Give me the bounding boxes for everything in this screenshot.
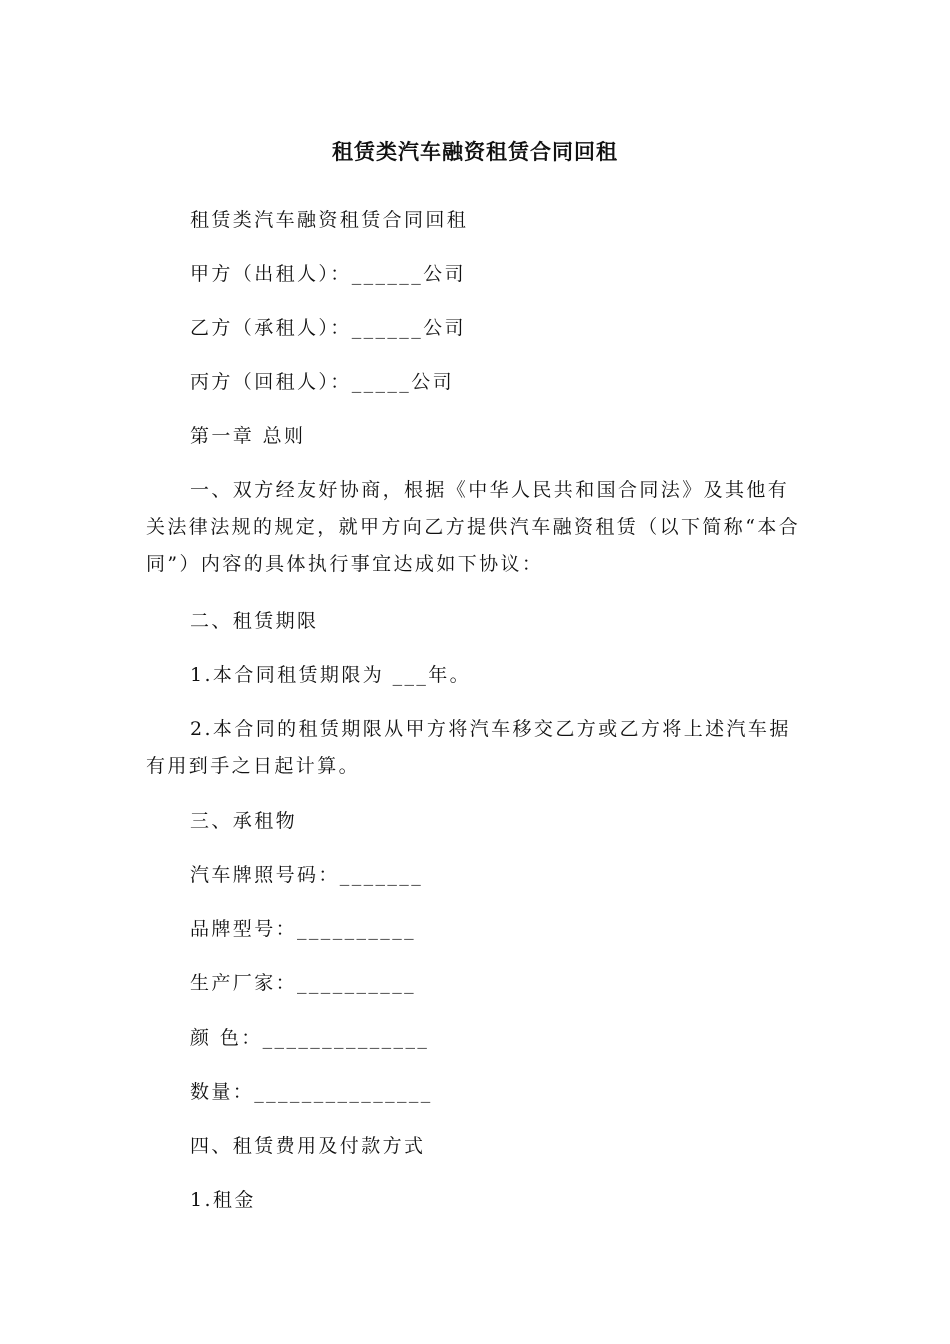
field-brand-model: 品牌型号：__________ — [190, 918, 417, 940]
paragraph-party-a: 甲方（出租人）：______公司 — [190, 263, 466, 285]
field-manufacturer: 生产厂家：__________ — [190, 972, 417, 994]
section-four-heading: 四、租赁费用及付款方式 — [190, 1135, 426, 1157]
paragraph-term-1: 1.本合同租赁期限为 ___年。 — [190, 664, 472, 686]
field-color: 颜 色：______________ — [190, 1027, 430, 1049]
paragraph-rent: 1.租金 — [190, 1189, 256, 1211]
paragraph-clause-one: 一、双方经友好协商，根据《中华人民共和国合同法》及其他有关法律法规的规定，就甲方向乙方提供汽车融资租赁（以下简称“本合同”）内容的具体执行事宜达成如下协议： — [146, 479, 801, 575]
paragraph-party-c: 丙方（回租人）：_____公司 — [190, 371, 455, 393]
paragraph-party-b: 乙方（承租人）：______公司 — [190, 317, 466, 339]
chapter-one-heading: 第一章 总则 — [190, 425, 306, 447]
field-plate-number: 汽车牌照号码：_______ — [190, 864, 424, 886]
section-three-heading: 三、承租物 — [190, 810, 298, 832]
paragraph-heading-repeat: 租赁类汽车融资租赁合同回租 — [190, 209, 469, 231]
section-two-heading: 二、租赁期限 — [190, 610, 319, 632]
paragraph-term-2: 2.本合同的租赁期限从甲方将汽车移交乙方或乙方将上述汽车据有用到手之日起计算。 — [146, 718, 791, 777]
document-title: 租赁类汽车融资租赁合同回租 — [332, 140, 618, 164]
field-quantity: 数量：_______________ — [190, 1081, 433, 1103]
